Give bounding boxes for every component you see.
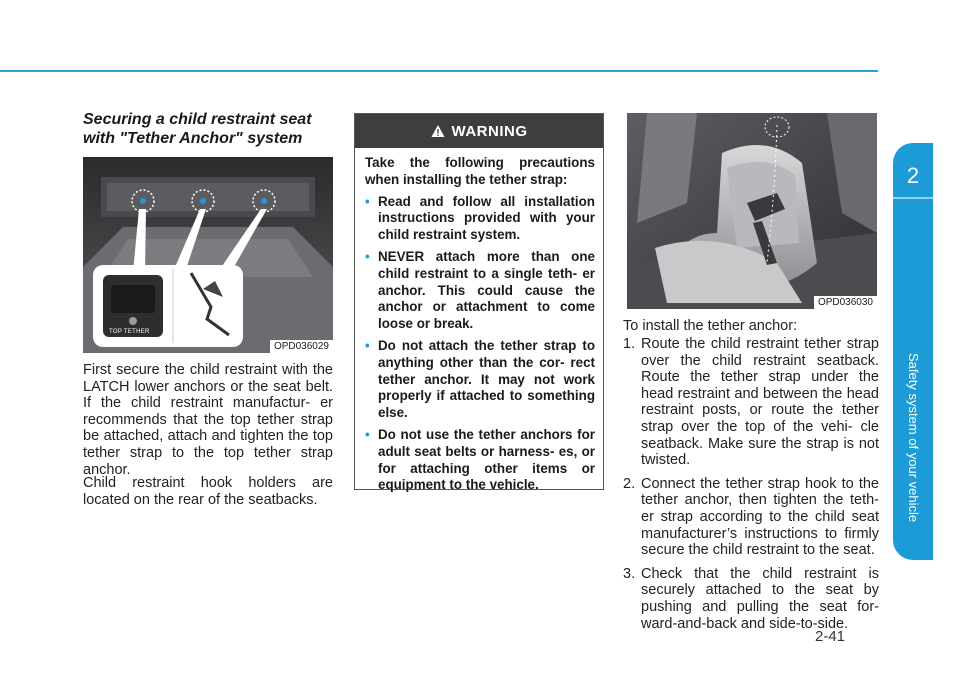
photo-code-1: OPD036029	[270, 340, 333, 353]
bullet-icon: •	[365, 426, 370, 442]
warning-header	[355, 114, 603, 148]
section-heading: Securing a child restraint seat with "Tether Anchor" system	[83, 111, 312, 147]
install-steps	[623, 336, 879, 639]
warning-title: WARNING	[451, 122, 528, 140]
warning-item: • NEVER attach more than one child restraint to a single teth- er anchor. This could cause the anchor or attachment to come loose or break.	[365, 248, 595, 332]
bullet-icon: •	[365, 248, 370, 264]
chapter-number: 2	[906, 163, 920, 188]
child-seat-illustration	[627, 113, 877, 309]
install-step: 2. Connect the tether strap hook to the tether anchor, then tighten the teth- er strap according to the child seat manufacturer’s instructions to firmly secure the child restraint to the seat.	[623, 475, 879, 559]
install-step: 3. Check that the child restraint is securely attached to the seat by pushing and pulling the seat for- ward-and-back and side-to-side.	[623, 565, 879, 632]
intro-paragraph: First secure the child restraint with the LATCH lower anchors or the seat belt. If the child restraint manufactur- er recommends that the top tether strap be attached, attach and tighten the top tether strap to the top tether strap anchor.	[83, 362, 333, 478]
warning-intro: Take the following precautions when installing the tether strap:	[365, 155, 595, 187]
bullet-icon: •	[365, 193, 370, 209]
header-rule	[0, 70, 878, 72]
warning-triangle-icon	[431, 124, 445, 138]
install-intro: To install the tether anchor:	[623, 318, 798, 334]
chapter-title: Safety system of your vehicle	[906, 353, 921, 523]
photo-code-2: OPD036030	[814, 296, 877, 309]
warning-item: • Do not use the tether anchors for adult seat belts or harness- es, or for attaching other items or equipment to the vehicle.	[365, 426, 595, 493]
child-seat-photo	[627, 113, 877, 309]
tether-anchor-photo	[83, 157, 333, 353]
inset-label: TOP TETHER	[109, 329, 150, 335]
warning-list	[365, 194, 595, 495]
install-step: 1. Route the child restraint tether strap over the child restraint seatback. Route the tether strap under the head restraint and between the head restraint posts, or route the tether strap over the top of the vehi- cle seatback. Make sure the strap is not twisted.	[623, 336, 879, 469]
warning-item: • Do not attach the tether strap to anything other than the cor- rect tether anchor. It may not work properly if attached to something else.	[365, 337, 595, 421]
chapter-side-tab	[893, 143, 933, 560]
warning-item: • Read and follow all installation instructions provided with your child restraint system.	[365, 193, 595, 243]
cargo-area-illustration	[83, 157, 333, 353]
bullet-icon: •	[365, 337, 370, 353]
warning-body	[355, 148, 603, 494]
holders-paragraph: Child restraint hook holders are located on the rear of the seatbacks.	[83, 475, 333, 508]
warning-box	[354, 113, 604, 493]
page-number: 2-41	[815, 628, 846, 645]
